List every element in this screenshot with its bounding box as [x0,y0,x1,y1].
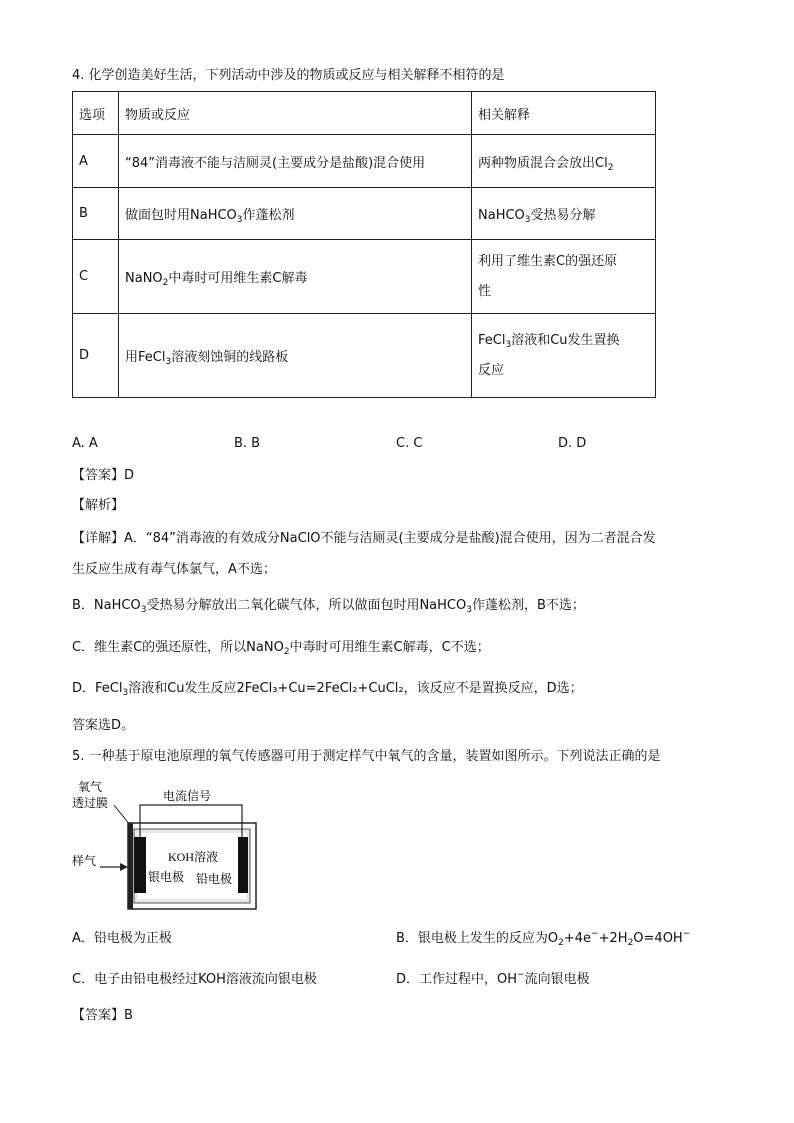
answer-label: 【答案】 [72,468,125,483]
row-explanation-line2: 性 [478,283,492,299]
membrane-label-2: 透过膜 [72,796,109,810]
detail-d-text: 溶液和Cu发生反应2FeCl₃+Cu=2FeCl₂+CuCl₂，该反应不是置换反应，D选； [128,681,583,696]
subscript: 3 [505,339,512,350]
row-explanation-text: 溶液和Cu发生置换 [511,332,620,348]
answer-value: B [124,1008,133,1023]
row-explanation-text: FeCl [478,332,506,348]
detail-d-text: D．FeCl [72,681,123,696]
q5-option-b-text: O=4OH [633,931,683,946]
table-row [73,314,656,398]
subscript: 3 [466,605,472,615]
detail-a-line1 [72,531,656,547]
detail-a-line2: 生反应生成有毒气体氯气，A不选； [72,562,276,577]
table-row [73,240,656,314]
subscript: 2 [627,938,634,948]
detail-b-text: B．NaHCO [72,598,141,613]
subscript: 3 [165,357,172,367]
q5-answer-line [72,1008,133,1024]
sample-label: 样气 [72,854,97,868]
q5-option-b-text: +4e [563,931,592,946]
row-substance [119,314,472,398]
choice-c: C. C [396,436,423,451]
answer-label: 【答案】 [72,1008,125,1023]
subscript: 2 [162,278,169,288]
q4-table [72,91,656,398]
subscript: 2 [283,647,290,657]
q5-option-d-text: D．工作过程中，OH [396,972,518,987]
row-explanation-line2: 反应 [478,362,505,378]
choice-a: A. A [72,436,98,451]
header-substance: 物质或反应 [119,92,472,135]
subscript: 3 [122,688,129,698]
row-substance-text: 作蓬松剂 [242,208,295,223]
row-substance-text: “84”消毒液不能与洁厕灵(主要成分是盐酸)混合使用 [125,155,426,171]
conclusion: 答案选D。 [72,718,135,733]
solution-area [138,833,246,899]
header-option: 选项 [73,92,119,135]
detail-d [72,681,583,697]
membrane-label-1: 氧气 [78,780,103,794]
detail-b [72,598,585,614]
oxygen-sensor-diagram [70,775,270,915]
choice-d: D. D [558,436,587,451]
row-substance [119,188,472,240]
row-substance-text: 溶液刻蚀铜的线路板 [171,350,289,365]
detail-a-text: A．“84”消毒液的有效成分NaClO不能与洁厕灵(主要成分是盐酸)混合使用，因为二者混合发 [124,531,656,546]
row-explanation-text: 受热易分解 [530,208,596,223]
table-row [73,135,656,188]
row-substance-text: 用FeCl [125,350,166,365]
row-explanation [472,314,656,398]
q5-option-d-text: 流向银电极 [524,972,590,987]
oxygen-membrane [128,823,133,909]
q5-option-c: C．电子由铅电极经过KOH溶液流向银电极 [72,972,317,987]
row-option: A [73,135,119,188]
subscript: 2 [558,938,564,948]
signal-label: 电流信号 [163,789,212,803]
row-substance [119,240,472,314]
subscript: 3 [524,215,531,225]
q5-stem: 5. 一种基于原电池原理的氧气传感器可用于测定样气中氧气的含量，装置如图所示。下列说法正确的是 [72,749,661,764]
subscript: 3 [236,215,243,225]
row-option: D [73,314,119,398]
superscript: − [682,929,691,939]
choice-b: B. B [234,436,261,451]
superscript: − [517,970,525,980]
table-row [73,188,656,240]
row-explanation-text: 两种物质混合会放出Cl [478,155,608,171]
q4-stem: 4. 化学创造美好生活，下列活动中涉及的物质或反应与相关解释不相符的是 [72,68,505,83]
row-substance-text: 做面包时用NaHCO [125,208,237,223]
answer-value: D [124,468,135,483]
table-header-row [73,92,656,135]
membrane-pointer [114,805,130,825]
q5-option-a: A．铅电极为正极 [72,931,172,946]
detail-b-text: 作蓬松剂，B不选； [471,598,585,613]
solution-label: KOH溶液 [168,850,218,864]
row-option: C [73,240,119,314]
detail-c [72,640,490,656]
row-explanation [472,240,656,314]
superscript: − [591,929,599,939]
row-explanation [472,188,656,240]
sample-arrowhead [120,863,128,871]
detail-b-text: 受热易分解放出二氧化碳气体，所以做面包时用NaHCO [146,598,467,613]
subscript: 3 [140,605,147,615]
detail-label: 【详解】 [72,531,125,546]
analysis-label: 【解析】 [72,498,125,513]
row-substance-text: 中毒时可用维生素C解毒 [168,271,308,286]
header-explanation: 相关解释 [472,92,656,135]
row-explanation-text: NaHCO [478,208,525,223]
detail-c-text: 中毒时可用维生素C解毒，C不选； [289,640,490,655]
row-explanation-line1: 利用了维生素C的强还原 [478,253,618,269]
row-option: B [73,188,119,240]
silver-electrode [134,837,146,893]
answer-line [72,468,134,484]
q5-option-b [396,931,690,947]
subscript: 2 [607,162,614,173]
detail-c-text: C．维生素C的强还原性，所以NaNO [72,640,284,655]
row-substance [119,135,472,188]
q5-option-b-text: +2H [598,931,628,946]
lead-electrode [238,837,248,893]
row-explanation [472,135,656,188]
q5-option-d [396,972,590,988]
row-substance-text: NaNO [125,271,163,286]
lead-label: 铅电极 [196,872,233,886]
q5-option-b-text: B．银电极上发生的反应为O [396,931,559,946]
silver-label: 银电极 [148,870,185,884]
